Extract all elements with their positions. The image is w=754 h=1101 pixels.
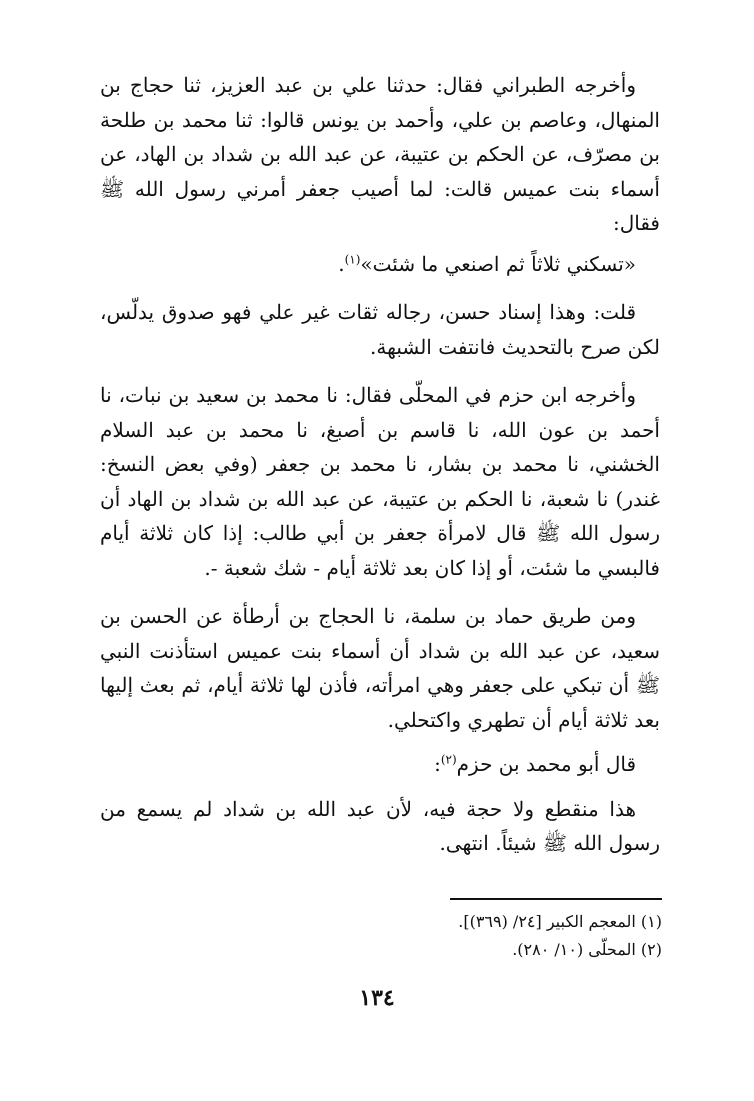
- paragraph-ibn-hazm: وأخرجه ابن حزم في المحلّى فقال: نا محمد بن سعيد بن نبات، نا أحمد بن عون الله، نا قاسم بن أصبغ، نا محمد بن عبد السلام الخشني، نا محمد بن بشار، نا محمد بن جعفر (وفي بعض النسخ: غندر) نا شعبة، نا الحكم بن عتيبة، عن عبد الله بن شداد بن الهاد أن رسول الله ﷺ قال لامرأة جعفر بن أبي طالب: إذا كان ثلاثة أيام فالبسي ما شئت، أو إذا كان بعد ثلاثة أيام - شك شعبة -.: [100, 383, 660, 580]
- hadith-quote: «تسكني ثلاثاً ثم اصنعي ما شئت»$^{(١)}$.: [338, 251, 636, 276]
- ibn-hazm-heading-text: قال أبو محمد بن حزم: [456, 752, 636, 776]
- footnote-divider: [450, 898, 662, 900]
- footnote-2: (٢) المحلّى (١٠/ ٢٨٠).: [512, 940, 662, 959]
- ibn-hazm-heading: [100, 747, 660, 782]
- footnotes: [300, 908, 662, 964]
- paragraph-isnad-grading: قلت: وهذا إسناد حسن، رجاله ثقات غير علي فهو صدوق يدلّس، لكن صرح بالتحديث فانتفت الشبهة.: [100, 300, 660, 359]
- paragraph-conclusion: هذا منقطع ولا حجة فيه، لأن عبد الله بن شداد لم يسمع من رسول الله ﷺ شيئاً. انتهى.: [100, 796, 660, 855]
- footnote-ref-2[interactable]: (٢): [440, 752, 457, 767]
- footnote-ref-1[interactable]: (١): [344, 251, 361, 266]
- heading-colon: :: [434, 752, 441, 776]
- page-number: ١٣٤: [359, 985, 395, 1011]
- footnote-1: (١) المعجم الكبير [٢٤/ (٣٦٩)].: [458, 912, 662, 931]
- main-text: [100, 68, 660, 861]
- hadith-quote-text: «تسكني ثلاثاً ثم اصنعي ما شئت»: [360, 251, 636, 276]
- paragraph-hammad: ومن طريق حماد بن سلمة، نا الحجاج بن أرطأة عن الحسن بن سعيد، عن عبد الله بن شداد أن أسماء بنت عميس استأذنت النبي ﷺ أن تبكي على جعفر وهي امرأته، فأذن لها ثلاثة أيام، ثم بعث إليها بعد ثلاثة أيام أن تطهري واكتحلي.: [100, 604, 660, 732]
- paragraph-tabarani: وأخرجه الطبراني فقال: حدثنا علي بن عبد العزيز، ثنا حجاج بن المنهال، وعاصم بن علي، وأحمد بن يونس قالوا: ثنا محمد بن طلحة بن مصرّف، عن الحكم بن عتيبة، عن عبد الله بن شداد بن الهاد، عن أسماء بنت عميس قالت: لما أصيب جعفر أمرني رسول الله ﷺ فقال:: [100, 73, 660, 235]
